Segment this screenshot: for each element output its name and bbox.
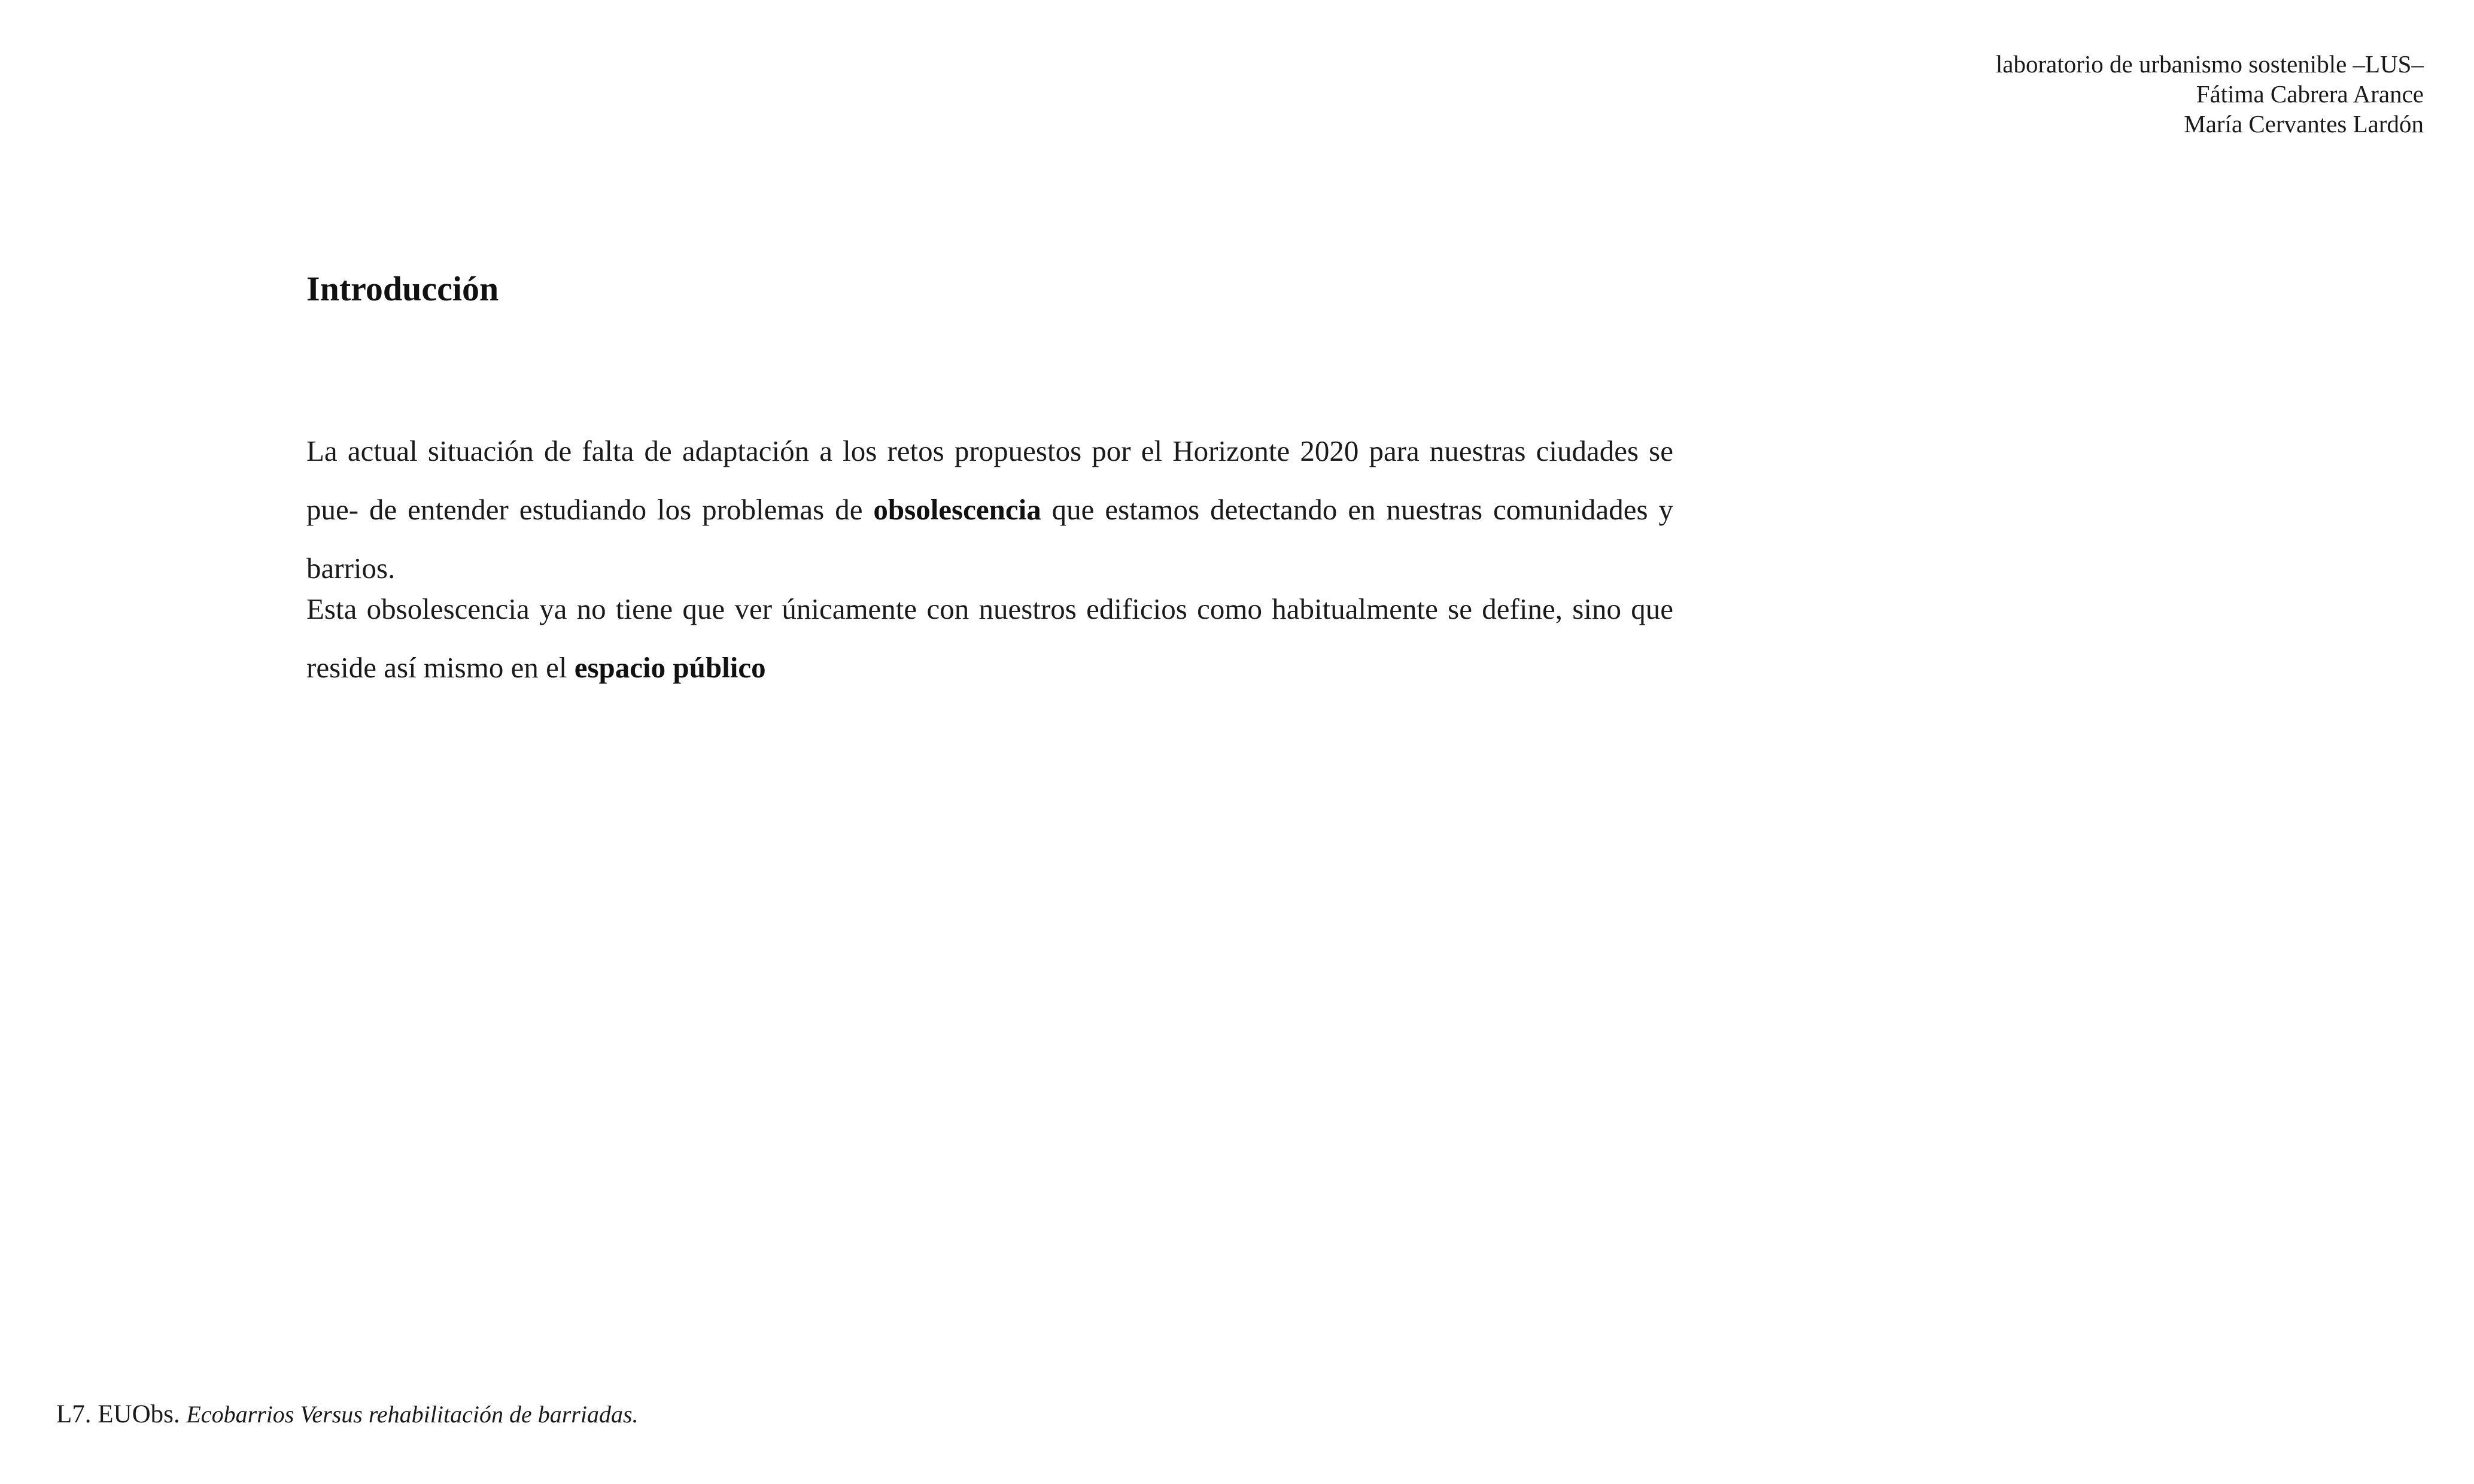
paragraph-text: que estamos detectando en nuestras comunidades y barrios. bbox=[306, 493, 1673, 585]
lab-name: laboratorio de urbanismo sostenible –LUS– bbox=[1995, 50, 2424, 78]
body-paragraph bbox=[306, 580, 1673, 697]
body-paragraph bbox=[306, 422, 1673, 598]
paragraph-text: Esta obsolescencia ya no tiene que ver únicamente con nuestros edificios como habitualmente se define, sino que reside así mismo en el bbox=[306, 592, 1673, 684]
author-name: María Cervantes Lardón bbox=[2184, 110, 2424, 138]
document-header bbox=[1996, 49, 2424, 139]
page-footer bbox=[56, 1399, 639, 1430]
emphasis-text: obsolescencia bbox=[873, 493, 1041, 526]
footer-subtitle: Ecobarrios Versus rehabilitación de barriadas. bbox=[186, 1401, 639, 1428]
author-name: Fátima Cabrera Arance bbox=[2196, 80, 2424, 108]
section-title: Introducción bbox=[306, 269, 499, 308]
footer-code: L7. EUObs. bbox=[56, 1400, 187, 1428]
paragraph-text: La actual situación de falta de adaptación a los retos propuestos por el Horizonte 2020 para nuestras ciudades se pue- de entender estudiando los problemas de bbox=[306, 434, 1673, 526]
emphasis-text: espacio público bbox=[574, 651, 766, 684]
